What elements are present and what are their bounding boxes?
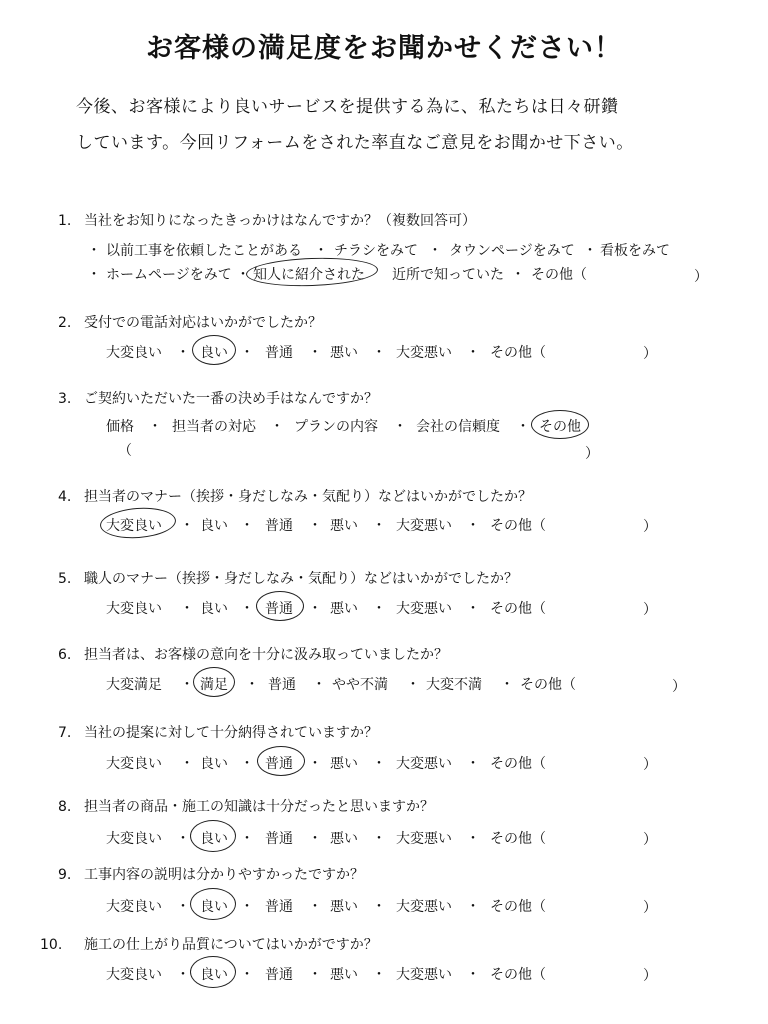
option-selected[interactable]: 良い (200, 345, 228, 361)
option[interactable]: 良い (200, 601, 228, 617)
separator: ・ (466, 518, 480, 534)
separator: ・ (176, 899, 190, 915)
separator: ・ (312, 677, 326, 693)
close-paren: ） (672, 679, 686, 695)
option[interactable]: 大変良い (106, 345, 162, 361)
question-1 (58, 210, 476, 230)
separator: ・ (372, 345, 386, 361)
option[interactable]: 担当者の対応 (172, 419, 256, 435)
separator: ・ (406, 677, 420, 693)
separator: ・ (372, 518, 386, 534)
close-paren: ） (694, 269, 708, 285)
option[interactable]: 大変良い (106, 967, 162, 983)
option[interactable]: 価格 (106, 419, 134, 435)
close-paren: ） (643, 900, 657, 916)
separator: ・ (466, 601, 480, 617)
question-number: 8. (58, 799, 72, 815)
option[interactable]: 近所で知っていた (392, 267, 504, 283)
option[interactable]: 普通 (265, 518, 293, 534)
option[interactable]: 大変悪い (396, 345, 452, 361)
question-3 (58, 388, 378, 408)
option[interactable]: 大変良い (106, 601, 162, 617)
question-2 (58, 312, 322, 332)
close-paren: ） (643, 968, 657, 984)
option[interactable]: 悪い (330, 601, 358, 617)
separator: ・ (428, 243, 442, 259)
option[interactable]: その他（ (490, 756, 546, 772)
separator: ・ (393, 419, 407, 435)
option[interactable]: 大変悪い (396, 756, 452, 772)
option[interactable]: 良い (200, 756, 228, 772)
option[interactable]: 悪い (330, 756, 358, 772)
separator: ・ (308, 967, 322, 983)
option[interactable]: 大変悪い (396, 601, 452, 617)
option[interactable]: 普通 (265, 899, 293, 915)
separator: ・ (180, 601, 194, 617)
option[interactable]: 会社の信頼度 (416, 419, 500, 435)
question-5 (58, 568, 518, 588)
question-8 (58, 796, 434, 816)
option[interactable]: 普通 (265, 345, 293, 361)
option[interactable]: その他（ (490, 601, 546, 617)
option[interactable]: その他（ (490, 899, 546, 915)
separator: ・ (236, 267, 250, 283)
separator: ・ (466, 345, 480, 361)
question-text: 担当者のマナー（挨拶・身だしなみ・気配り）などはいかがでしたか？ (84, 489, 532, 505)
option[interactable]: 大変良い (106, 756, 162, 772)
option[interactable]: 悪い (330, 518, 358, 534)
separator: ・ (270, 419, 284, 435)
option-selected[interactable]: 良い (200, 967, 228, 983)
option-selected[interactable]: その他 (539, 419, 581, 435)
question-number: 1. (58, 213, 72, 229)
separator: ・ (240, 601, 254, 617)
close-paren: ） (643, 602, 657, 618)
question-10 (40, 934, 378, 954)
separator: ・ (308, 345, 322, 361)
option-selected[interactable]: 普通 (265, 756, 293, 772)
separator: ・ (372, 756, 386, 772)
separator: ・ (466, 899, 480, 915)
option-selected[interactable]: 大変良い (106, 518, 162, 534)
page-title: お客様の満足度をお聞かせください！ (146, 33, 622, 64)
question-text: 施工の仕上がり品質についてはいかがですか？ (84, 937, 378, 953)
close-paren: ） (585, 446, 599, 462)
option[interactable]: 以前工事を依頼したことがある (106, 243, 302, 259)
option[interactable]: ホームページをみて (106, 267, 232, 283)
option[interactable]: やや不満 (332, 677, 388, 693)
separator: ・ (516, 419, 530, 435)
separator: ・ (87, 267, 101, 283)
option-selected[interactable]: 普通 (265, 601, 293, 617)
close-paren: ） (643, 757, 657, 773)
option[interactable]: チラシをみて (334, 243, 418, 259)
separator: ・ (87, 243, 101, 259)
option[interactable]: タウンページをみて (449, 243, 575, 259)
close-paren: ） (643, 346, 657, 362)
separator: ・ (308, 601, 322, 617)
question-number: 3. (58, 391, 72, 407)
question-text: 担当者の商品・施工の知識は十分だったと思いますか？ (84, 799, 434, 815)
separator: ・ (308, 756, 322, 772)
separator: ・ (176, 345, 190, 361)
question-number: 10. (40, 937, 63, 953)
option[interactable]: その他（ (490, 518, 546, 534)
separator: ・ (176, 831, 190, 847)
question-number: 4. (58, 489, 72, 505)
separator: ・ (308, 899, 322, 915)
option-selected[interactable]: 良い (200, 831, 228, 847)
close-paren: ） (643, 519, 657, 535)
separator: ・ (180, 756, 194, 772)
option[interactable]: その他（ (531, 267, 587, 283)
separator: ・ (240, 345, 254, 361)
open-paren: （ (118, 443, 132, 459)
option[interactable]: その他（ (490, 831, 546, 847)
separator: ・ (466, 756, 480, 772)
intro-line-1: 今後、お客様により良いサービスを提供する為に、私たちは日々研鑽 (76, 97, 619, 117)
separator: ・ (148, 419, 162, 435)
option[interactable]: 悪い (330, 899, 358, 915)
question-number: 5. (58, 571, 72, 587)
question-number: 7. (58, 725, 72, 741)
separator: ・ (372, 831, 386, 847)
separator: ・ (180, 677, 194, 693)
option-selected[interactable]: 知人に紹介された (253, 267, 365, 283)
separator: ・ (308, 831, 322, 847)
separator: ・ (308, 518, 322, 534)
option[interactable]: 普通 (265, 967, 293, 983)
option[interactable]: 良い (200, 518, 228, 534)
separator: ・ (466, 831, 480, 847)
separator: ・ (372, 967, 386, 983)
intro-line-2: しています。今回リフォームをされた率直なご意見をお聞かせ下さい。 (76, 133, 634, 153)
question-text: 担当者は、お客様の意向を十分に汲み取っていましたか？ (84, 647, 448, 663)
question-text: ご契約いただいた一番の決め手はなんですか？ (84, 391, 378, 407)
separator: ・ (500, 677, 514, 693)
separator: ・ (240, 831, 254, 847)
option[interactable]: 大変良い (106, 831, 162, 847)
question-text: 当社の提案に対して十分納得されていますか？ (84, 725, 378, 741)
option[interactable]: 悪い (330, 831, 358, 847)
separator: ・ (372, 601, 386, 617)
question-7 (58, 722, 378, 742)
separator: ・ (240, 899, 254, 915)
separator: ・ (245, 677, 259, 693)
separator: ・ (466, 967, 480, 983)
question-number: 2. (58, 315, 72, 331)
option-selected[interactable]: 良い (200, 899, 228, 915)
option[interactable]: 大変悪い (396, 831, 452, 847)
separator: ・ (240, 518, 254, 534)
option[interactable]: 看板をみて (600, 243, 670, 259)
question-4 (58, 486, 532, 506)
separator: ・ (240, 967, 254, 983)
question-number: 6. (58, 647, 72, 663)
separator: ・ (314, 243, 328, 259)
option[interactable]: 普通 (265, 831, 293, 847)
option[interactable]: その他（ (490, 345, 546, 361)
option[interactable]: 大変満足 (106, 677, 162, 693)
option[interactable]: プランの内容 (294, 419, 378, 435)
option[interactable]: その他（ (520, 677, 576, 693)
question-9 (58, 864, 364, 884)
separator: ・ (583, 243, 597, 259)
option[interactable]: 大変悪い (396, 967, 452, 983)
option[interactable]: 大変悪い (396, 518, 452, 534)
separator: ・ (511, 267, 525, 283)
separator: ・ (180, 518, 194, 534)
option[interactable]: 大変不満 (426, 677, 482, 693)
question-text: 受付での電話対応はいかがでしたか？ (84, 315, 322, 331)
question-text: 工事内容の説明は分かりやすかったですか？ (84, 867, 364, 883)
option[interactable]: 悪い (330, 345, 358, 361)
question-6 (58, 644, 448, 664)
option[interactable]: 大変良い (106, 899, 162, 915)
question-text: 職人のマナー（挨拶・身だしなみ・気配り）などはいかがでしたか？ (84, 571, 518, 587)
separator: ・ (372, 899, 386, 915)
option-selected[interactable]: 満足 (200, 677, 228, 693)
close-paren: ） (643, 832, 657, 848)
question-number: 9. (58, 867, 72, 883)
option[interactable]: その他（ (490, 967, 546, 983)
option[interactable]: 普通 (268, 677, 296, 693)
separator: ・ (240, 756, 254, 772)
separator: ・ (176, 967, 190, 983)
question-text: 当社をお知りになったきっかけはなんですか？（複数回答可） (84, 213, 476, 229)
option[interactable]: 大変悪い (396, 899, 452, 915)
option[interactable]: 悪い (330, 967, 358, 983)
